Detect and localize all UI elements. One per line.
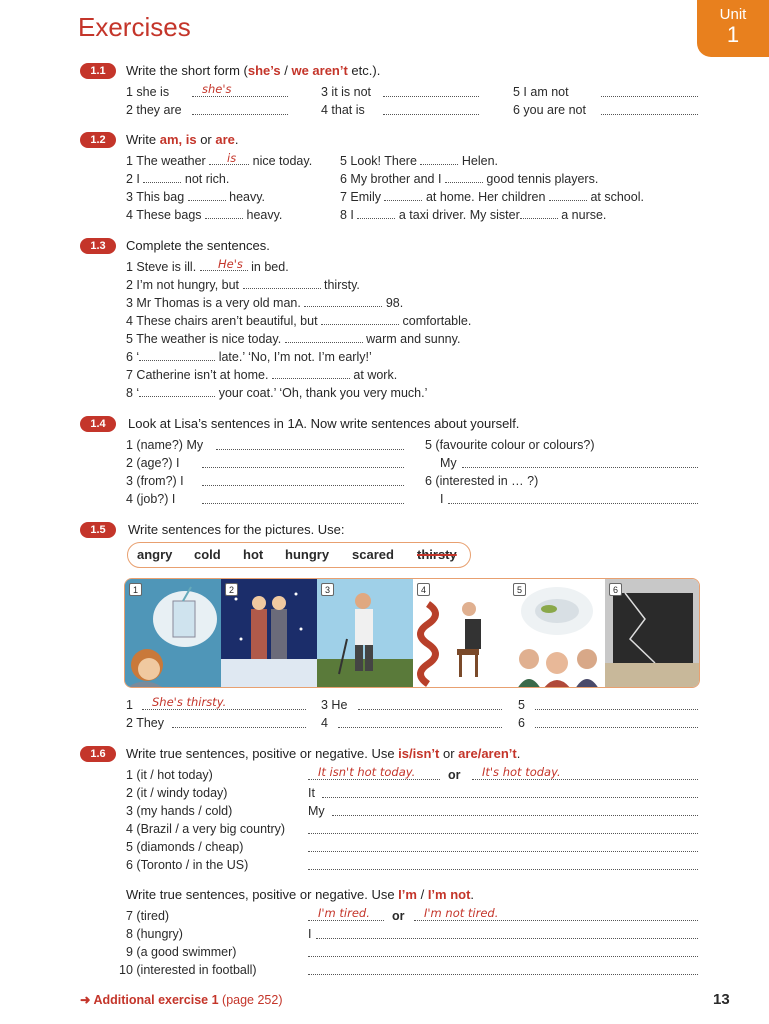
picture-6 [605,579,700,688]
exercise-1-2-instruction: Write am, is or are. [126,132,239,147]
word-hot: hot [243,547,264,562]
picture-1-number: 1 [129,583,142,596]
exercise-1-4-instruction: Look at Lisa’s sentences in 1A. Now write sentences about yourself. [128,416,520,431]
picture-5 [509,579,605,688]
ex16-item-4: 4 (Brazil / a very big country) [126,822,286,836]
ex14-line-5b: My [440,456,457,470]
ex14-line-1: 1 (name?) My [126,438,204,452]
word-thirsty: thirsty [417,547,457,562]
picture-4 [413,579,509,688]
ex12-line-5: 5 Look! There Helen. [340,154,499,168]
ex12-line-7: 7 Emily at home. Her children at school. [340,190,644,204]
ex16-item-9: 9 (a good swimmer) [126,945,237,959]
ex13-line-2: 2 I’m not hungry, but thirsty. [126,278,360,292]
ex16-or-7: or [392,909,405,923]
picture-3-number: 3 [321,583,334,596]
word-hungry: hungry [285,547,330,562]
ex15-line-5: 5 [518,698,525,712]
ex16-item-2: 2 (it / windy today) [126,786,228,800]
page-number: 13 [713,991,730,1008]
picture-2 [221,579,317,688]
ex13-line-8: 8 ‘ your coat.’ ‘Oh, thank you very much.’ [126,386,428,400]
ex16-answer-1a: It isn't hot today. [318,765,416,779]
picture-6-number: 6 [609,583,622,596]
ex14-line-5: 5 (favourite colour or colours?) [425,438,595,452]
ex14-line-6b: I [440,492,444,506]
exercise-badge-1-5: 1.5 [80,522,116,538]
picture-strip [124,578,700,688]
page-title: Exercises [78,12,191,42]
exercise-badge-1-4: 1.4 [80,416,116,432]
ex16-answer-7a: I'm tired. [318,906,370,920]
ex16-item-5: 5 (diamonds / cheap) [126,840,244,854]
ex12-line-3: 3 This bag heavy. [126,190,266,204]
ex12-line-8: 8 I a taxi driver. My sister a nurse. [340,208,607,222]
picture-1 [125,579,221,688]
ex12-line-2: 2 I not rich. [126,172,230,186]
additional-exercise-link[interactable]: ➜ Additional exercise 1 (page 252) [80,993,283,1007]
ex12-line-4: 4 These bags heavy. [126,208,283,222]
ex16-item-8: 8 (hungry) [126,927,183,941]
picture-2-number: 2 [225,583,238,596]
ex16-item-1: 1 (it / hot today) [126,768,213,782]
ex16-prompt-3: My [308,804,325,818]
ex11-item-6: 6 you are not [513,103,586,117]
ex15-line-1: 1 [126,698,133,712]
ex11-item-5: 5 I am not [513,85,569,99]
ex11-item-4: 4 that is [321,103,365,117]
exercise-badge-1-1: 1.1 [80,63,116,79]
ex14-line-6: 6 (interested in … ?) [425,474,539,488]
ex11-item-2: 2 they are [126,103,182,117]
exercise-1-3-instruction: Complete the sentences. [126,238,270,253]
unit-label: Unit [719,6,747,23]
word-cold: cold [194,547,221,562]
ex16-item-7: 7 (tired) [126,909,170,923]
ex16-answer-1b: It's hot today. [482,765,561,779]
ex14-line-2: 2 (age?) I [126,456,180,470]
ex15-line-4: 4 [321,716,328,730]
word-angry: angry [137,547,173,562]
exercise-badge-1-3: 1.3 [80,238,116,254]
arrow-icon: ➜ [80,993,91,1007]
word-scared: scared [352,547,394,562]
ex11-item-3: 3 it is not [321,85,372,99]
unit-number: 1 [726,22,740,47]
ex13-line-3: 3 Mr Thomas is a very old man. 98. [126,296,404,310]
ex13-line-6: 6 ‘ late.’ ‘No, I’m not. I’m early!’ [126,350,372,364]
exercise-1-6-instruction-2: Write true sentences, positive or negative. Use I’m / I’m not. [126,887,475,902]
ex13-line-5: 5 The weather is nice today. warm and sunny. [126,332,461,346]
ex13-line-4: 4 These chairs aren’t beautiful, but comfortable. [126,314,472,328]
ex16-item-10: 10 (interested in football) [119,963,257,977]
ex16-item-6: 6 (Toronto / in the US) [126,858,249,872]
ex15-line-2: 2 They [126,716,164,730]
ex16-prompt-8: I [308,927,312,941]
exercise-1-5-instruction: Write sentences for the pictures. Use: [128,522,345,537]
picture-4-number: 4 [417,583,430,596]
ex15-line-3: 3 He [321,698,348,712]
exercise-badge-1-2: 1.2 [80,132,116,148]
ex11-item-1: 1 she is [126,85,170,99]
exercise-1-1-instruction: Write the short form (she’s / we aren’t etc.). [126,63,381,78]
ex12-answer-1: is [227,151,237,165]
ex11-answer-1: she's [202,82,232,96]
ex15-line-6: 6 [518,716,525,730]
picture-3 [317,579,413,688]
ex13-answer-1: He's [218,257,243,271]
ex16-answer-7b: I'm not tired. [424,906,499,920]
ex13-line-1: 1 Steve is ill. in bed. [126,260,289,274]
ex14-line-3: 3 (from?) I [126,474,184,488]
exercise-badge-1-6: 1.6 [80,746,116,762]
ex16-item-3: 3 (my hands / cold) [126,804,233,818]
ex16-or-1: or [448,768,461,782]
ex12-line-6: 6 My brother and I good tennis players. [340,172,599,186]
unit-tab [697,0,769,57]
ex14-line-4: 4 (job?) I [126,492,176,506]
ex16-prompt-2: It [308,786,315,800]
ex13-line-7: 7 Catherine isn’t at home. at work. [126,368,398,382]
exercise-1-6-instruction: Write true sentences, positive or negative. Use is/isn’t or are/aren’t. [126,746,521,761]
ex12-line-1: 1 The weather nice today. [126,154,313,168]
picture-5-number: 5 [513,583,526,596]
ex15-answer-1: She's thirsty. [152,695,227,709]
